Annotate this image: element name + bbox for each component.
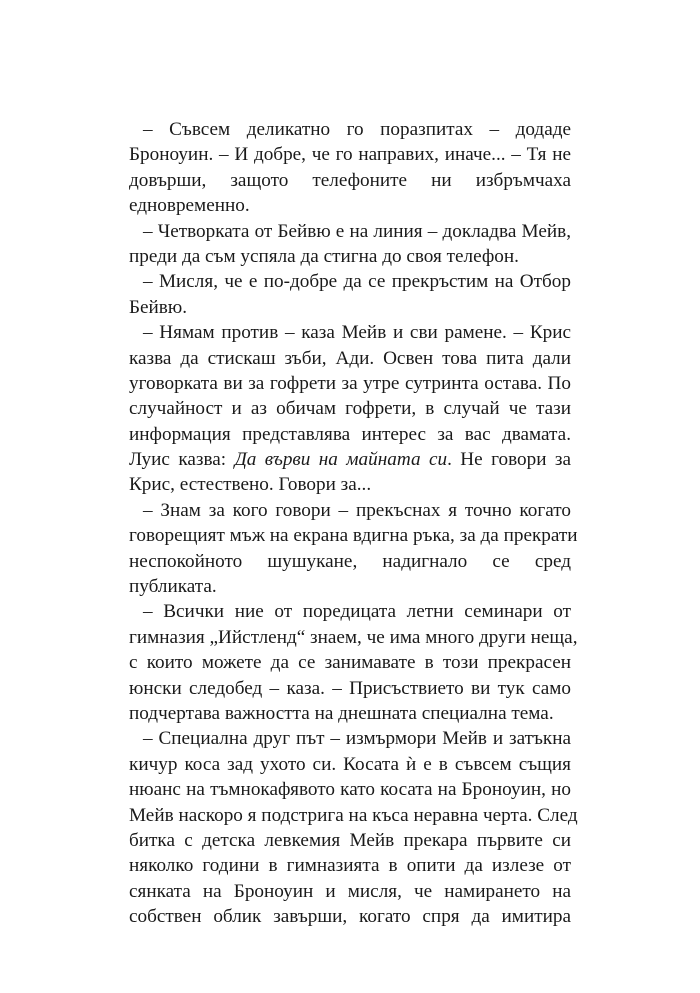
text-line: – Специална друг път – измърмори Мейв и затъкна xyxy=(143,728,571,750)
text-line: Бейвю. xyxy=(129,296,187,318)
text-line: сянката на Броноуин и мисля, че намирането на xyxy=(129,880,571,902)
text-line: гимназия „Ийстленд“ знаем, че има много други неща, xyxy=(129,626,578,648)
text-line: преди да съм успяла да стигна до своя телефон. xyxy=(129,245,519,267)
text-line: Броноуин. – И добре, че го направих, иначе... – Тя не xyxy=(129,144,571,166)
text-line: случайност и аз обичам гофрети, в случай че тази xyxy=(129,398,571,420)
italic-phrase: Да върви на майната си xyxy=(234,449,448,471)
text-line: – Знам за кого говори – прекъснах я точно когато xyxy=(143,499,571,521)
text-line: говорещият мъж на екрана вдигна ръка, за да прекрати xyxy=(129,525,578,547)
text-line: информация представлява интерес за вас двамата. xyxy=(129,423,571,445)
text-line: публиката. xyxy=(129,576,217,598)
text-segment: Луис казва: xyxy=(129,449,227,471)
text-line: с които можете да се занимавате в този прекрасен xyxy=(129,652,571,674)
text-line-mixed xyxy=(129,447,571,472)
text-line: юнски следобед – каза. – Присъствието ви тук само xyxy=(129,677,571,699)
body-text xyxy=(129,117,578,930)
text-line: довърши, защото телефоните ни избръмчаха xyxy=(129,169,571,191)
text-line: – Съвсем деликатно го поразпитах – додаде xyxy=(143,119,571,140)
text-segment: . Не говори за xyxy=(447,449,571,471)
text-line: кичур коса зад ухото си. Косата ѝ е в съвсем същия xyxy=(129,753,571,775)
text-line: едновременно. xyxy=(129,195,250,217)
text-line: – Четворката от Бейвю е на линия – докладва Мейв, xyxy=(143,220,571,242)
text-line: – Всички ние от поредицата летни семинари от xyxy=(143,601,571,623)
text-line: нюанс на тъмнокафявото като косата на Броноуин, но xyxy=(129,779,571,801)
text-line: собствен облик завърши, когато спря да имитира xyxy=(129,906,571,928)
text-line: – Мисля, че е по-добре да се прекръстим на Отбор xyxy=(143,271,571,293)
text-line: Мейв наскоро я подстрига на къса неравна черта. След xyxy=(129,804,578,826)
text-line: битка с детска левкемия Мейв прекара първите си xyxy=(129,829,571,851)
text-line: – Нямам против – каза Мейв и сви рамене. – Крис xyxy=(143,322,571,344)
text-line: уговорката ви за гофрети за утре сутринта остава. По xyxy=(129,372,571,394)
text-line: Крис, естествено. Говори за... xyxy=(129,474,372,496)
text-line: подчертава важността на днешната специална тема. xyxy=(129,702,554,724)
text-line: казва да стискаш зъби, Ади. Освен това пита дали xyxy=(129,347,571,369)
text-line: няколко години в гимназията в опити да излезе от xyxy=(129,855,571,877)
text-line: неспокойното шушукане, надигнало се сред xyxy=(129,550,571,572)
